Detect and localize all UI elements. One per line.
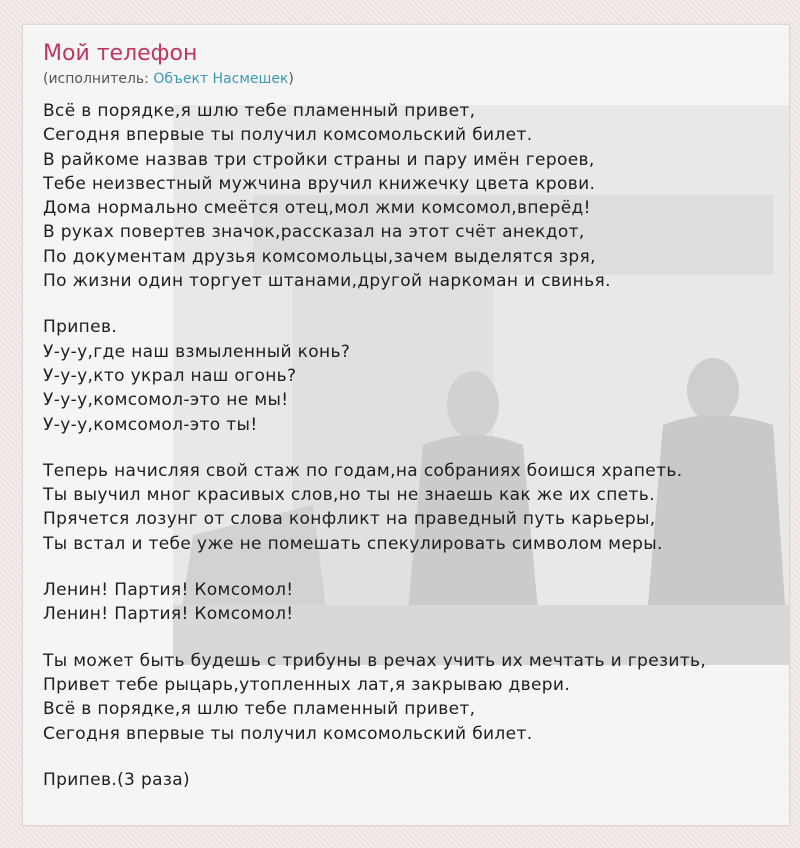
lyrics-line: Ты выучил мног красивых слов,но ты не знаешь как же их спеть.: [43, 485, 655, 506]
performer-suffix: ): [288, 71, 294, 87]
lyrics-card: [22, 24, 790, 826]
performer-line: [43, 71, 294, 87]
lyrics-line: Ты встал и тебе уже не помешать спекулировать символом меры.: [43, 533, 663, 554]
lyrics-line: Всё в порядке,я шлю тебе пламенный привет,: [43, 101, 476, 121]
lyrics-stanza: [43, 459, 790, 556]
performer-prefix: (исполнитель:: [43, 71, 154, 87]
lyrics-line: Дома нормально смеётся отец,мол жми комсомол,вперёд!: [43, 198, 591, 219]
lyrics-text: [43, 99, 790, 814]
lyrics-line: Всё в порядке,я шлю тебе пламенный привет,: [43, 699, 476, 720]
lyrics-line: Ты может быть будешь с трибуны в речах учить их мечтать и грезить,: [43, 650, 707, 671]
lyrics-stanza: [43, 649, 790, 746]
song-title: Мой телефон: [43, 41, 198, 66]
lyrics-line: По документам друзья комсомольцы,зачем выделятся зря,: [43, 246, 596, 267]
lyrics-line: Прячется лозунг от слова конфликт на праведный путь карьеры,: [43, 509, 656, 530]
performer-link[interactable]: Объект Насмешек: [153, 71, 289, 87]
lyrics-line: Теперь начисляя свой стаж по годам,на собраниях боишся храпеть.: [43, 460, 683, 481]
lyrics-line: У-у-у,комсомол-это не мы!: [43, 390, 289, 411]
lyrics-line: У-у-у,где наш взмыленный конь?: [43, 341, 351, 362]
lyrics-line: Привет тебе рыцарь,утопленных лат,я закрываю двери.: [43, 674, 571, 695]
lyrics-stanza: [43, 578, 790, 627]
lyrics-line: Сегодня впервые ты получил комсомольский билет.: [43, 125, 533, 146]
lyrics-line: В райкоме назвав три стройки страны и пару имён героев,: [43, 149, 595, 170]
lyrics-line: В руках повертев значок,рассказал на этот счёт анекдот,: [43, 222, 585, 243]
lyrics-line: У-у-у,комсомол-это ты!: [43, 414, 258, 435]
lyrics-line: Припев.: [43, 317, 118, 338]
lyrics-line: Тебе неизвестный мужчина вручил книжечку цвета крови.: [43, 173, 596, 194]
lyrics-stanza: [43, 768, 790, 792]
lyrics-stanza: [43, 99, 790, 293]
lyrics-line: По жизни один торгует штанами,другой наркоман и свинья.: [43, 271, 611, 292]
lyrics-line: Ленин! Партия! Комсомол!: [43, 580, 294, 601]
lyrics-line: Сегодня впервые ты получил комсомольский билет.: [43, 723, 533, 744]
lyrics-stanza: [43, 315, 790, 436]
lyrics-line: У-у-у,кто украл наш огонь?: [43, 365, 297, 386]
lyrics-line: Ленин! Партия! Комсомол!: [43, 604, 294, 625]
lyrics-line: Припев.(3 раза): [43, 769, 191, 790]
